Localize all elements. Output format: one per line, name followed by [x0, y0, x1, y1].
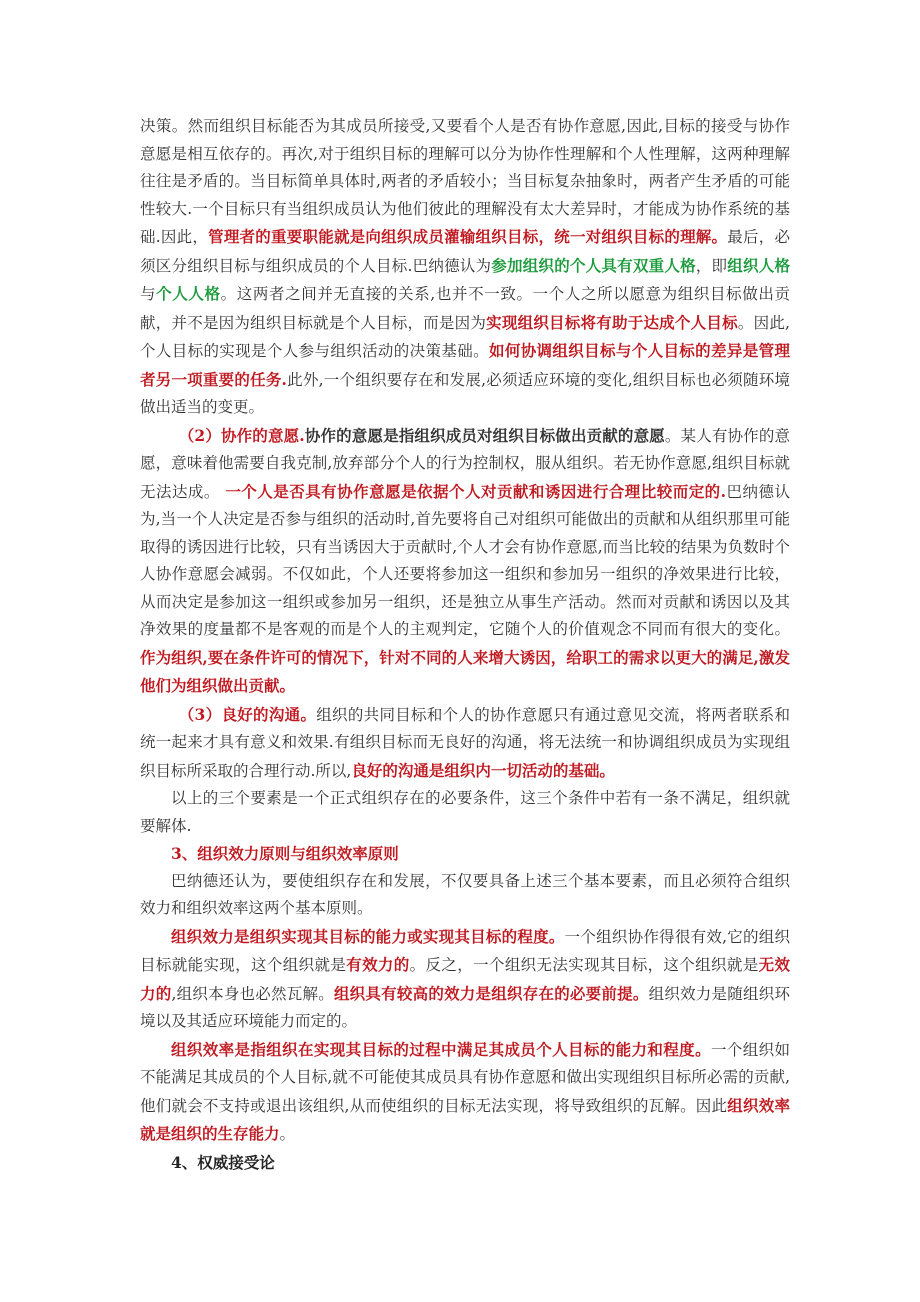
text-run: ,组织本身也必然瓦解。 [171, 984, 334, 1003]
text-run: 决策。然而组织目标能否为其成员所接受,又要看个人是否有协作意愿,因此,目标的接受与协作意愿是相互依存的。再次,对于组织目标的理解可以分为协作性理解和个人性理解，这两种理解往往是矛盾的。当目标简单具体时,两者的矛盾较小；当目标复杂抽象时，两者产生矛盾的可能性较大.一个目标只有当组织成员认为他们彼此的理解没有太大差异时，才能成为协作系统的基础.因此， [140, 117, 790, 246]
text-run: 组织效力是随组织环境以及其适应环境能力而定的。 [140, 984, 790, 1030]
text-run: 。这两者之间并无直接的关系,也并不一致。一个人之所以愿意为组织目标做出贡献，并不是因为组织目标就是个人目标，而是因为 [140, 285, 790, 332]
emphasis-red: 组织效率就是组织的生存能力 [140, 1095, 790, 1143]
paragraph-efficiency [140, 1036, 790, 1149]
text-run: 。反之，一个组织无法实现其目标，这个组织就是 [409, 956, 759, 974]
emphasis-red: 作为组织,要在条件许可的情况下，针对不同的人来增大诱因，给职工的需求以更大的满足,激发他们为组织做出贡献。 [140, 647, 790, 695]
paragraph-cooperation-willingness [140, 422, 790, 701]
text-run: 。 [279, 1125, 296, 1143]
paragraph-three-elements [140, 785, 790, 840]
emphasis-red: 无效力的 [140, 955, 790, 1003]
emphasis-red: 良好的沟通是组织内一切活动的基础。 [351, 760, 615, 780]
text-run: 组织的共同目标和个人的协作意愿只有通过意见交流，将两者联系和统一起来才具有意义和效果.有组织目标而无良好的沟通，将无法统一和协调组织成员为实现组织目标所采取的合理行动.所以, [140, 705, 790, 780]
text-run: 最后，必须区分组织目标与组织成员的个人目标.巴纳德认为 [140, 228, 790, 275]
text-run: 巴纳德还认为，要使组织存在和发展，不仅要具备上述三个基本要素，而且必须符合组织效力和组织效率这两个基本原则。 [140, 871, 790, 917]
paragraph-two-principles [140, 868, 790, 923]
text-run: 巴纳德认为,当一个人决定是否参与组织的活动时,首先要将自己对组织可能做出的贡献和从组织那里可能取得的诱因进行比较，只有当诱因大于贡献时,个人才会有协作意愿,而当比较的结果为负数时个人协作意愿会减弱。不仅如此，个人还要将参加这一组织和参加另一组织的净效果进行比较，从而决定是参加这一组织或参加另一组织，还是独立从事生产活动。然而对贡献和诱因以及其净效果的度量都不是客观的而是个人的主观判定，它随个人的价值观念不同而有很大的变化。 [140, 482, 790, 638]
paragraph-goal-acceptance [140, 113, 790, 422]
item-heading: （2）协作的意愿. [178, 425, 305, 445]
text-run: 一个组织协作得很有效,它的组织目标就能实现，这个组织就是 [140, 927, 790, 974]
emphasis-green: 参加组织的个人具有双重人格 [491, 255, 696, 275]
text-run: 此外,一个组织要存在和发展,必须适应环境的变化,组织目标也必须随环境做出适当的变更。 [140, 370, 790, 416]
text-run: 一个组织如不能满足其成员的个人目标,就不可能使其成员具有协作意愿和做出实现组织目标所必需的贡献,他们就会不支持或退出该组织,从而使组织的目标无法实现，将导致组织的瓦解。因此 [140, 1040, 790, 1115]
emphasis-red: 组织效力是组织实现其目标的能力或实现其目标的程度。 [171, 926, 565, 946]
item-heading: （3）良好的沟通。 [178, 704, 317, 724]
section-heading-4: 4、权威接受论 [171, 1152, 275, 1172]
emphasis-green: 组织人格 [727, 255, 790, 275]
text-run: 与 [140, 285, 157, 303]
emphasis-red: 组织效率是指组织在实现其目标的过程中满足其成员个人目标的能力和程度。 [171, 1039, 711, 1059]
emphasis-bold: 协作的意愿是指组织成员对组织目标做出贡献的意愿 [304, 425, 665, 445]
emphasis-green: 个人人格 [156, 284, 221, 303]
paragraph-communication [140, 701, 790, 786]
emphasis-red: 一个人是否具有协作意愿是依据个人对贡献和诱因进行合理比较而定的. [225, 481, 727, 501]
text-run: 。因此,个人目标的实现是个人参与组织活动的决策基础。 [140, 313, 790, 360]
emphasis-red: 如何协调组织目标与个人目标的差异是管理者另一项重要的任务. [140, 341, 790, 389]
text-run: 以上的三个要素是一个正式组织存在的必要条件，这三个条件中若有一条不满足，组织就要解体. [140, 789, 790, 835]
emphasis-red: 管理者的重要职能就是向组织成员灌输组织目标，统一对组织目标的理解。 [208, 227, 728, 246]
emphasis-red: 组织具有较高的效力是组织存在的必要前提。 [333, 983, 649, 1003]
text-run: 。某人有协作的意愿，意味着他需要自我克制,放弃部分个人的行为控制权，服从组织。若无协作意愿,组织目标就无法达成。 [140, 426, 790, 501]
document-page [140, 113, 790, 1176]
emphasis-red: 有效力的 [346, 955, 410, 974]
text-run: ，即 [695, 256, 728, 275]
section-heading-3: 3、组织效力原则与组织效率原则 [171, 844, 399, 863]
paragraph-effectiveness [140, 923, 790, 1036]
emphasis-red: 实现组织目标将有助于达成个人目标 [486, 312, 738, 332]
